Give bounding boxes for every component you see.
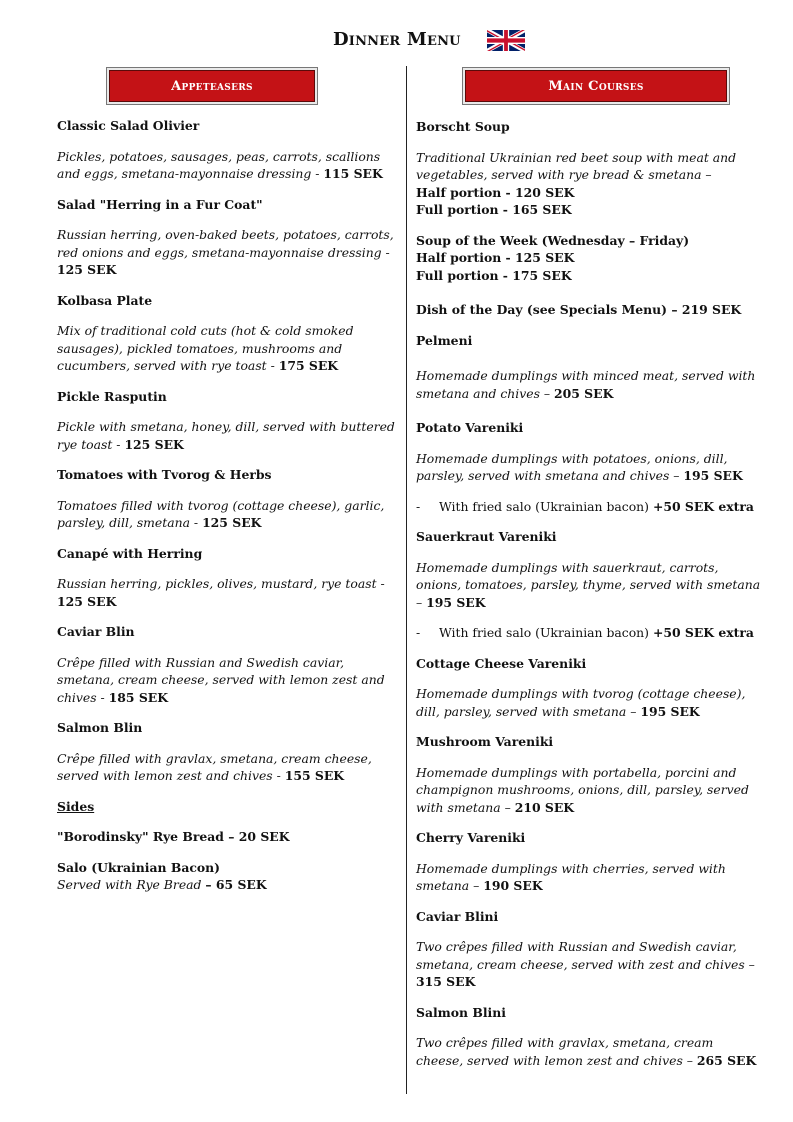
item-name: Mushroom Vareniki: [416, 734, 554, 749]
item-name: Pelmeni: [416, 332, 473, 348]
item-name: Caviar Blini: [416, 908, 499, 924]
item-price: 210 SEK: [514, 799, 575, 815]
menu-item: [416, 528, 761, 611]
item-name: Cherry Vareniki: [416, 830, 526, 845]
full-portion-price: Full portion - 175 SEK: [416, 267, 572, 283]
full-portion-price: Full portion - 165 SEK: [416, 202, 572, 217]
menu-item: [57, 388, 397, 454]
item-name: Kolbasa Plate: [57, 292, 153, 308]
item-price: 125 SEK: [124, 436, 184, 452]
menu-item: [416, 733, 761, 816]
menu-item: [57, 466, 397, 532]
item-name: Borscht Soup: [416, 119, 510, 134]
item-price: 265 SEK: [696, 1052, 757, 1068]
item-name: Tomatoes with Tvorog & Herbs: [57, 467, 272, 482]
appetizers-column: [57, 117, 397, 907]
addon-option: - With fried salo (Ukrainian bacon) +50 SEK extra: [416, 625, 754, 640]
item-name: Soup of the Week (Wednesday – Friday): [416, 232, 690, 248]
item-name: Pickle Rasputin: [57, 388, 167, 404]
main-courses-column: [416, 118, 761, 1082]
addon-price: +50 SEK extra: [652, 498, 754, 514]
item-description: Homemade dumplings with sauerkraut, carrots, onions, tomatoes, parsley, thyme, served with smetana – 195 SEK: [416, 559, 761, 610]
item-name: Salmon Blini: [416, 1004, 506, 1020]
item-description: Pickle with smetana, honey, dill, served with buttered rye toast - 125 SEK: [57, 419, 395, 452]
dish-of-the-day: Dish of the Day (see Specials Menu) – 219 SEK: [416, 302, 742, 317]
menu-item: [416, 332, 761, 403]
item-price: 115 SEK: [323, 166, 383, 181]
item-name: Cottage Cheese Vareniki: [416, 655, 587, 671]
menu-item: [57, 545, 397, 611]
item-name: Caviar Blin: [57, 624, 135, 639]
item-description: Served with Rye Bread – 65 SEK: [57, 877, 267, 892]
item-price: 195 SEK: [683, 468, 743, 483]
item-price: 205 SEK: [554, 385, 614, 401]
item-description: Crêpe filled with gravlax, smetana, cream cheese, served with lemon zest and chives - 155 SEK: [57, 750, 372, 783]
item-price: 155 SEK: [284, 768, 345, 783]
item-name: Classic Salad Olivier: [57, 118, 200, 133]
item-name: Sauerkraut Vareniki: [416, 529, 557, 544]
item-description: Pickles, potatoes, sausages, peas, carrots, scallions and eggs, smetana-mayonnaise dressing - 115 SEK: [57, 148, 383, 181]
item-description: Traditional Ukrainian red beet soup with meat and vegetables, served with rye bread & smetana –: [416, 149, 737, 182]
item-description: Homemade dumplings with potatoes, onions, dill, parsley, served with smetana and chives – 195 SEK: [416, 450, 743, 483]
menu-item: [416, 1004, 761, 1070]
menu-item: [416, 908, 761, 991]
sides-bread: "Borodinsky" Rye Bread – 20 SEK: [57, 829, 290, 844]
half-portion-price: Half portion - 125 SEK: [416, 250, 575, 265]
item-description: Homemade dumplings with portabella, porcini and champignon mushrooms, onions, dill, parsley, served with smetana – 210 SEK: [416, 764, 749, 815]
item-name: Salo (Ukrainian Bacon): [57, 859, 221, 875]
item-description: Two crêpes filled with Russian and Swedish caviar, smetana, cream cheese, served with zest and chives – 315 SEK: [416, 939, 755, 989]
item-price: 125 SEK: [57, 593, 117, 609]
item-price: 175 SEK: [278, 358, 339, 373]
item-price: 195 SEK: [640, 703, 700, 719]
item-name: Salad "Herring in a Fur Coat": [57, 196, 263, 212]
page-header: [0, 29, 793, 55]
item-name: Canapé with Herring: [57, 545, 203, 561]
item-price: 185 SEK: [108, 689, 168, 705]
menu-item-borscht: [416, 118, 761, 219]
menu-item: [57, 623, 397, 706]
menu-item-soup-of-week: [416, 232, 761, 285]
menu-item: [57, 292, 397, 375]
item-description: Homemade dumplings with minced meat, served with smetana and chives – 205 SEK: [416, 368, 756, 401]
item-description: Two crêpes filled with gravlax, smetana, cream cheese, served with lemon zest and chives – 265 SEK: [416, 1035, 757, 1068]
menu-item: [57, 196, 397, 279]
main-courses-banner: Main Courses: [465, 70, 727, 102]
item-price: 315 SEK: [416, 974, 476, 989]
item-price: 125 SEK: [57, 262, 117, 277]
item-description: Homemade dumplings with cherries, served with smetana – 190 SEK: [416, 860, 726, 893]
item-description: Russian herring, oven-baked beets, potatoes, carrots, red onions and eggs, smetana-mayonnaise dressing - 125 SEK: [57, 227, 394, 277]
item-price: – 65 SEK: [205, 877, 267, 892]
menu-item: [416, 655, 761, 721]
menu-item: [416, 829, 761, 895]
menu-item: [57, 117, 397, 183]
item-name: Salmon Blin: [57, 720, 143, 735]
page-title: Dinner Menu: [333, 29, 461, 50]
item-description: Homemade dumplings with tvorog (cottage cheese), dill, parsley, served with smetana – 195 SEK: [416, 686, 746, 719]
item-price: 190 SEK: [483, 878, 543, 893]
sides-salo: [57, 859, 397, 894]
uk-flag-icon: [487, 30, 525, 51]
item-price: 125 SEK: [202, 515, 262, 530]
appetizers-banner: Appeteasers: [109, 70, 315, 102]
half-portion-price: Half portion - 120 SEK: [416, 184, 575, 200]
sides-heading: Sides: [57, 798, 95, 814]
addon-option: - With fried salo (Ukrainian bacon) +50 SEK extra: [416, 498, 754, 514]
addon-price: +50 SEK extra: [652, 625, 754, 640]
item-description: Tomatoes filled with tvorog (cottage cheese), garlic, parsley, dill, smetana - 125 SEK: [57, 497, 385, 530]
item-description: Mix of traditional cold cuts (hot & cold smoked sausages), pickled tomatoes, mushrooms and cucumbers, served with rye toast - 175 SEK: [57, 323, 354, 373]
item-description: Crêpe filled with Russian and Swedish caviar, smetana, cream cheese, served with lemon zest and chives - 185 SEK: [57, 654, 385, 705]
column-divider: [406, 66, 407, 1094]
item-price: 195 SEK: [426, 594, 486, 610]
item-name: Potato Vareniki: [416, 420, 524, 435]
menu-item: [416, 419, 761, 485]
item-description: Russian herring, pickles, olives, mustard, rye toast - 125 SEK: [57, 576, 385, 609]
menu-item: [57, 719, 397, 785]
